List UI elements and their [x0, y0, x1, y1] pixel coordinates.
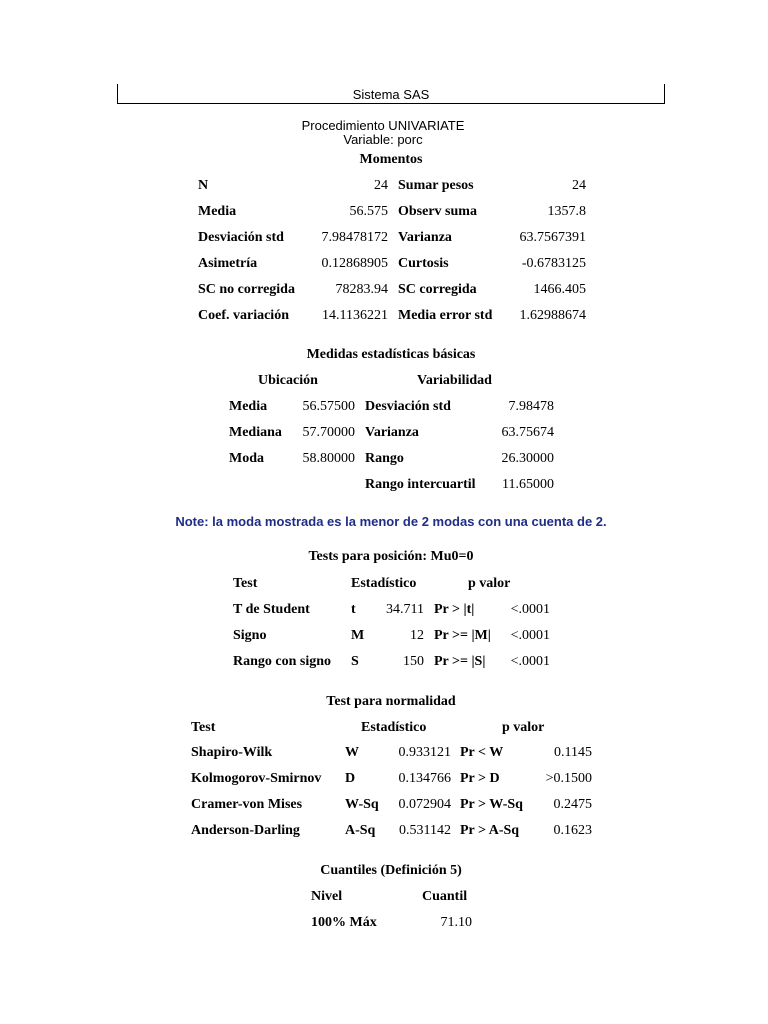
momentos-cell-label: Desviación std	[198, 230, 284, 245]
momentos-cell-label: Asimetría	[198, 256, 258, 271]
normalidad-head-pvalor: p valor	[502, 720, 545, 735]
posicion-head-test: Test	[233, 576, 258, 591]
basicas-cell-ubicacion-value: 56.57500	[302, 399, 355, 414]
cuantiles-cell-nivel: 100% Máx	[311, 915, 377, 930]
momentos-cell-label2: Observ suma	[398, 204, 477, 219]
basicas-cell-variabilidad-value: 26.30000	[501, 451, 554, 466]
normalidad-cell-pr: Pr > A-Sq	[460, 823, 520, 838]
basicas-cell-ubicacion-value: 58.80000	[302, 451, 355, 466]
momentos-cell-value: 7.98478172	[321, 230, 388, 245]
basicas-head-variabilidad: Variabilidad	[417, 373, 492, 388]
normalidad-cell-test: Cramer-von Mises	[191, 797, 303, 812]
momentos-cell-value: 78283.94	[335, 282, 388, 297]
momentos-cell-label2: Media error std	[398, 308, 493, 323]
normalidad-cell-value: 0.072904	[398, 797, 451, 812]
normalidad-head-estadistico: Estadístico	[361, 720, 427, 735]
momentos-cell-value2: 1.62988674	[519, 308, 586, 323]
cuantiles-head-nivel: Nivel	[311, 889, 343, 904]
momentos-cell-value2: 63.7567391	[519, 230, 586, 245]
momentos-cell-label: N	[198, 178, 209, 193]
normalidad-cell-pvalue: 0.1623	[553, 823, 592, 838]
normalidad-cell-value: 0.531142	[399, 823, 451, 838]
momentos-cell-label: Media	[198, 204, 237, 219]
normalidad-cell-symbol: W	[345, 745, 359, 760]
normalidad-cell-pr: Pr > D	[460, 771, 500, 786]
posicion-cell-pr: Pr >= |S|	[434, 654, 486, 669]
normalidad-cell-pvalue: >0.1500	[545, 771, 592, 786]
posicion-cell-test: Rango con signo	[233, 654, 332, 669]
moda-note: Note: la moda mostrada es la menor de 2 modas con una cuenta de 2.	[175, 514, 607, 529]
basicas-cell-ubicacion: Moda	[229, 451, 264, 466]
posicion-head-estadistico: Estadístico	[351, 576, 417, 591]
normalidad-cell-test: Shapiro-Wilk	[191, 745, 273, 760]
momentos-cell-value2: 24	[572, 178, 586, 193]
momentos-cell-value: 0.12868905	[321, 256, 388, 271]
posicion-cell-test: Signo	[233, 628, 267, 643]
posicion-cell-value: 12	[410, 628, 424, 643]
posicion-cell-symbol: M	[351, 628, 365, 643]
posicion-cell-pr: Pr >= |M|	[434, 628, 491, 643]
posicion-cell-symbol: t	[351, 602, 356, 617]
momentos-cell-label: SC no corregida	[198, 282, 295, 297]
basicas-cell-ubicacion: Mediana	[229, 425, 282, 440]
variable-title: Variable: porc	[343, 132, 423, 147]
momentos-cell-label2: SC corregida	[398, 282, 477, 297]
cuantiles-head-cuantil: Cuantil	[422, 889, 468, 904]
basicas-cell-variabilidad-value: 7.98478	[508, 399, 554, 414]
momentos-cell-value: 24	[374, 178, 388, 193]
momentos-cell-label: Coef. variación	[198, 308, 289, 323]
posicion-cell-pvalue: <.0001	[510, 654, 550, 669]
posicion-cell-pr: Pr > |t|	[434, 602, 475, 617]
normalidad-head-test: Test	[191, 720, 216, 735]
normalidad-cell-pr: Pr > W-Sq	[460, 797, 523, 812]
momentos-cell-label2: Sumar pesos	[398, 178, 474, 193]
system-title: Sistema SAS	[352, 87, 430, 102]
normalidad-cell-symbol: A-Sq	[345, 823, 376, 838]
normalidad-cell-symbol: D	[345, 771, 356, 786]
cuantiles-title: Cuantiles (Definición 5)	[320, 863, 462, 878]
posicion-cell-value: 150	[403, 654, 424, 669]
posicion-cell-pvalue: <.0001	[510, 602, 550, 617]
momentos-cell-value2: 1357.8	[547, 204, 586, 219]
normalidad-cell-test: Anderson-Darling	[191, 823, 300, 838]
posicion-cell-value: 34.711	[386, 602, 424, 617]
posicion-head-pvalor: p valor	[468, 576, 511, 591]
normalidad-cell-test: Kolmogorov-Smirnov	[191, 771, 322, 786]
momentos-cell-value2: 1466.405	[533, 282, 586, 297]
momentos-title: Momentos	[359, 152, 423, 167]
posicion-cell-test: T de Student	[233, 602, 310, 617]
normalidad-cell-symbol: W-Sq	[345, 797, 379, 812]
basicas-cell-ubicacion: Media	[229, 399, 268, 414]
momentos-cell-label2: Curtosis	[398, 256, 449, 271]
normalidad-cell-pr: Pr < W	[460, 745, 504, 760]
normalidad-cell-pvalue: 0.2475	[553, 797, 592, 812]
basicas-cell-ubicacion-value: 57.70000	[302, 425, 355, 440]
momentos-cell-value2: -0.6783125	[521, 256, 586, 271]
cuantiles-cell-cuantil: 71.10	[440, 915, 472, 930]
posicion-cell-pvalue: <.0001	[510, 628, 550, 643]
momentos-cell-value: 14.1136221	[322, 308, 388, 323]
basicas-head-ubicacion: Ubicación	[258, 373, 318, 388]
posicion-cell-symbol: S	[351, 654, 359, 669]
normalidad-cell-value: 0.134766	[398, 771, 451, 786]
basicas-cell-variabilidad: Varianza	[365, 425, 419, 440]
posicion-title: Tests para posición: Mu0=0	[308, 549, 474, 564]
momentos-cell-label2: Varianza	[398, 230, 452, 245]
basicas-cell-variabilidad: Rango	[365, 451, 404, 466]
procedure-title: Procedimiento UNIVARIATE	[301, 118, 465, 133]
normalidad-cell-pvalue: 0.1145	[554, 745, 592, 760]
basicas-cell-variabilidad: Desviación std	[365, 399, 451, 414]
basicas-cell-variabilidad: Rango intercuartil	[365, 477, 476, 492]
normalidad-cell-value: 0.933121	[398, 745, 451, 760]
normalidad-title: Test para normalidad	[326, 694, 456, 709]
momentos-cell-value: 56.575	[349, 204, 388, 219]
basicas-title: Medidas estadísticas básicas	[306, 347, 476, 362]
basicas-cell-variabilidad-value: 11.65000	[502, 477, 554, 492]
basicas-cell-variabilidad-value: 63.75674	[501, 425, 554, 440]
